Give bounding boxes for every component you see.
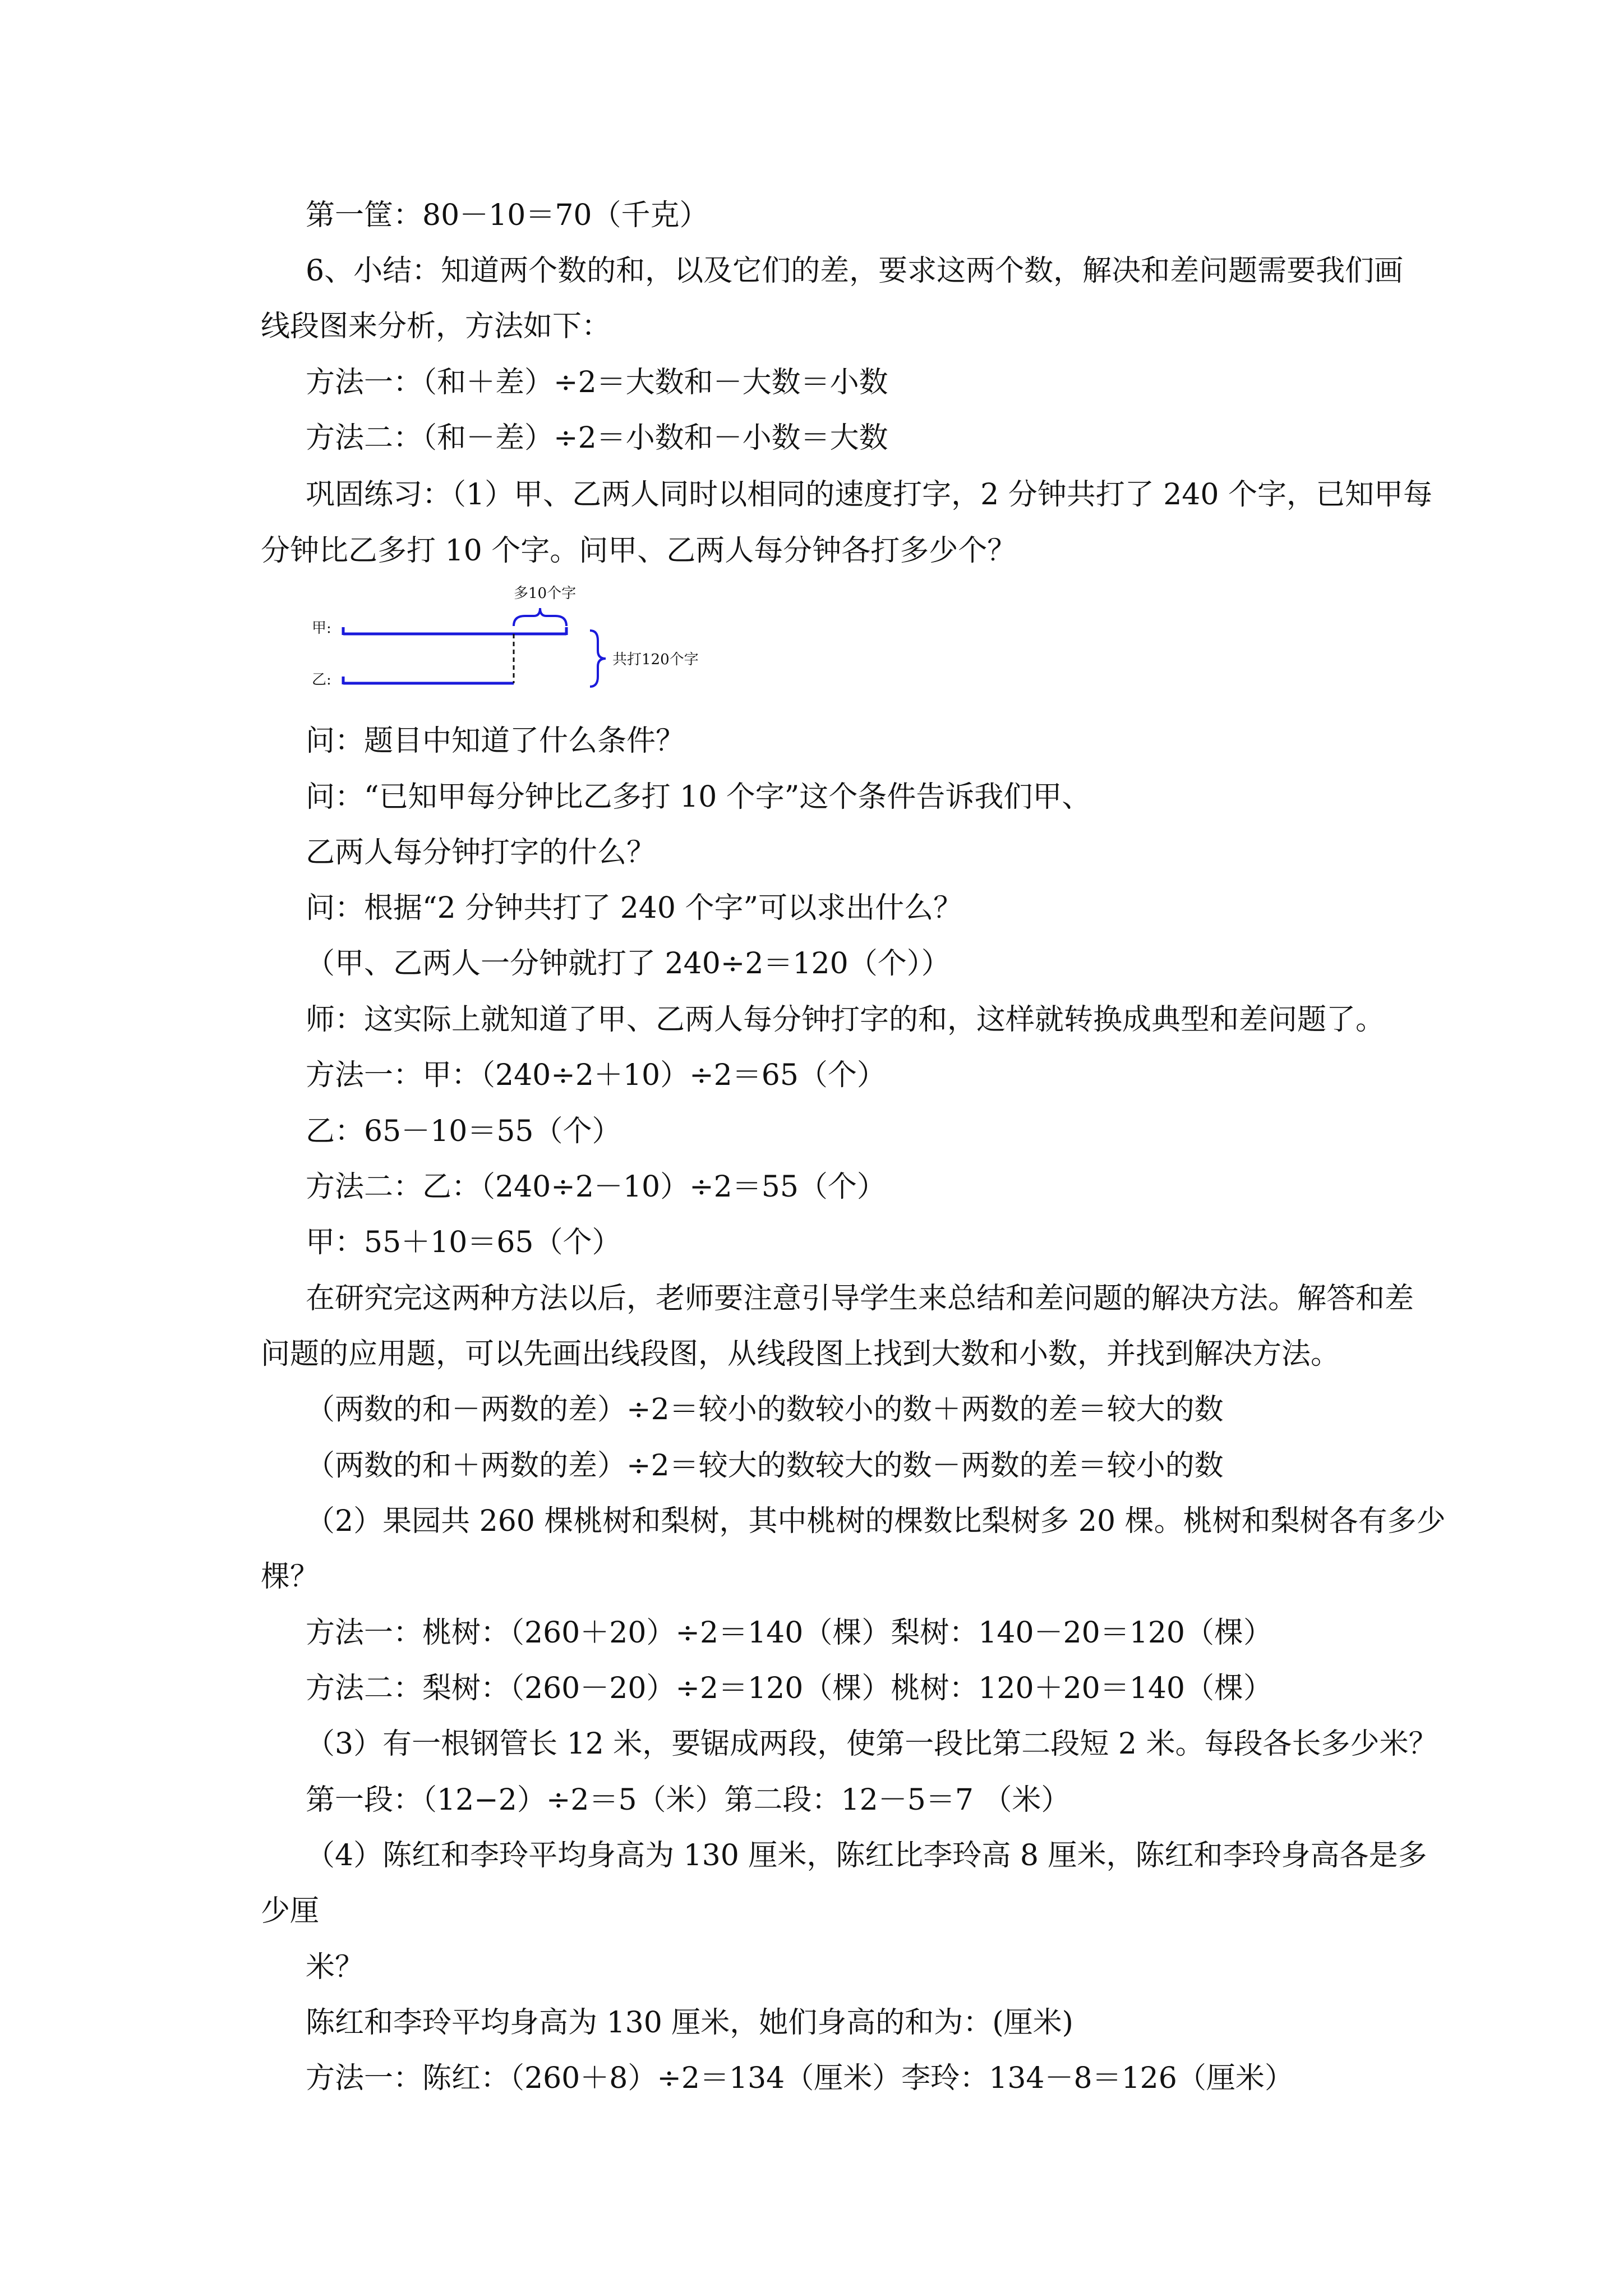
text-line: 米？: [306, 1950, 365, 1984]
text-line: 方法一：陈红：（260＋8）÷2＝134（厘米）李玲：134－8＝126（厘米）: [306, 2062, 1294, 2095]
segment-yi: [343, 677, 514, 684]
line-segment-diagram: [303, 572, 729, 712]
text-line: 6、小结：知道两个数的和，以及它们的差，要求这两个数，解决和差问题需要我们画: [306, 254, 1404, 288]
text-line: 棵？: [261, 1560, 320, 1594]
text-line: （3）有一根钢管长 12 米，要锯成两段，使第一段比第二段短 2 米。每段各长多少米？: [306, 1727, 1438, 1761]
text-line: 方法一：甲：（240÷2＋10）÷2＝65（个）: [306, 1059, 886, 1092]
text-line: 方法一：桃树：（260＋20）÷2＝140（棵）梨树：140－20＝120（棵）: [306, 1616, 1272, 1650]
label-yi: 乙:: [312, 671, 331, 688]
text-line: （2）果园共 260 棵桃树和梨树，其中桃树的棵数比梨树多 20 棵。桃树和梨树各有多少: [306, 1504, 1446, 1538]
text-line: 少厘: [261, 1894, 320, 1928]
text-line: 问题的应用题，可以先画出线段图，从线段图上找到大数和小数，并找到解决方法。: [261, 1337, 1340, 1371]
text-line: （两数的和＋两数的差）÷2＝较大的数较大的数－两数的差＝较小的数: [306, 1449, 1224, 1483]
segment-jia: [343, 627, 566, 635]
label-difference: 多10个字: [514, 585, 577, 602]
text-line: （甲、乙两人一分钟就打了 240÷2＝120（个））: [306, 947, 951, 981]
text-line: （两数的和－两数的差）÷2＝较小的数较小的数＋两数的差＝较大的数: [306, 1393, 1224, 1427]
label-total: 共打120个字: [612, 651, 699, 668]
text-line: 乙：65－10＝55（个）: [306, 1115, 621, 1148]
text-line: 陈红和李玲平均身高为 130 厘米，她们身高的和为：(厘米): [306, 2006, 1073, 2040]
text-line: 分钟比乙多打 10 个字。问甲、乙两人每分钟各打多少个？: [261, 534, 1017, 568]
text-line: 问：根据“2 分钟共打了 240 个字”可以求出什么？: [306, 891, 963, 925]
text-line: 线段图来分析，方法如下：: [261, 310, 611, 343]
text-line: 方法二：（和－差）÷2＝小数和－小数＝大数: [306, 421, 888, 455]
text-line: 方法二：乙：（240÷2－10）÷2＝55（个）: [306, 1170, 886, 1204]
text-line: 在研究完这两种方法以后，老师要注意引导学生来总结和差问题的解决方法。解答和差: [306, 1282, 1414, 1315]
brace-difference: [514, 608, 566, 626]
text-line: 问：题目中知道了什么条件？: [306, 724, 685, 758]
text-line: 方法一：（和＋差）÷2＝大数和－大数＝小数: [306, 366, 888, 399]
text-line: 巩固练习：（1）甲、乙两人同时以相同的速度打字，2 分钟共打了 240 个字，已知甲每: [306, 478, 1433, 512]
text-line: 师：这实际上就知道了甲、乙两人每分钟打字的和，这样就转换成典型和差问题了。: [306, 1003, 1385, 1037]
brace-total: [590, 631, 606, 687]
text-line: 第一筐：80－10＝70（千克）: [306, 199, 709, 232]
text-line: 问：“已知甲每分钟比乙多打 10 个字”这个条件告诉我们甲、: [306, 780, 1091, 814]
text-line: 乙两人每分钟打字的什么？: [306, 836, 656, 869]
text-line: 第一段：（12−2）÷2＝5（米）第二段：12－5＝7 （米）: [306, 1783, 1071, 1817]
text-line: 方法二：梨树：（260－20）÷2＝120（棵）桃树：120＋20＝140（棵）: [306, 1672, 1272, 1705]
text-line: （4）陈红和李玲平均身高为 130 厘米，陈红比李玲高 8 厘米，陈红和李玲身高各是多: [306, 1839, 1427, 1872]
label-jia: 甲:: [312, 620, 331, 637]
text-line: 甲：55＋10＝65（个）: [306, 1226, 621, 1259]
